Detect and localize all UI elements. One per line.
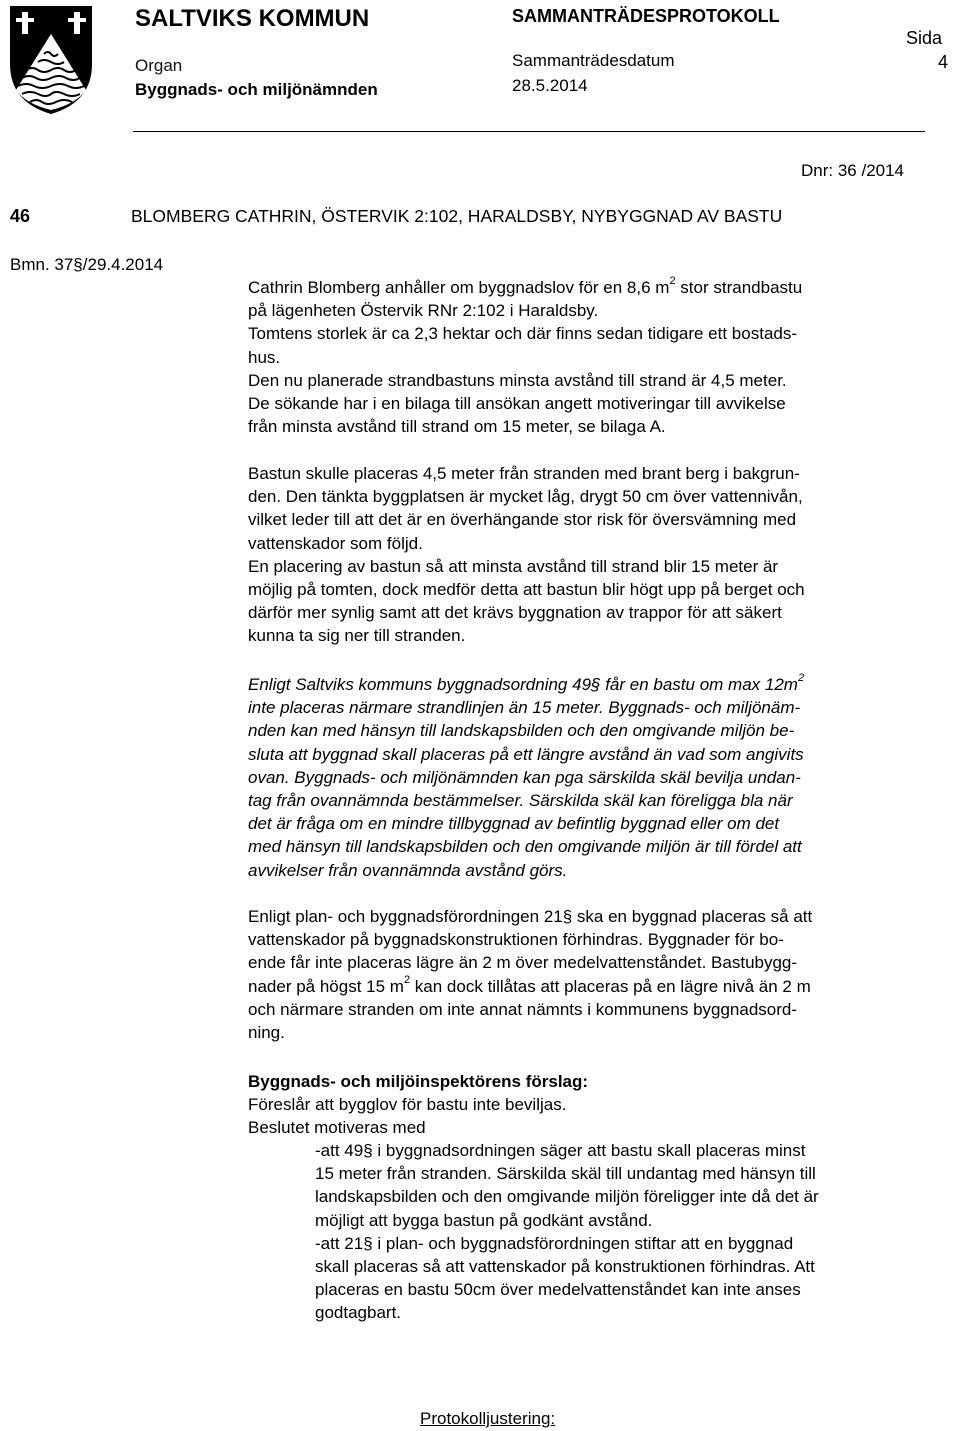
text-line: -att 21§ i plan- och byggnadsförordningen stiftar att en byggnad (315, 1233, 794, 1253)
text-line: på lägenheten Östervik RNr 2:102 i Haraldsby. (248, 301, 599, 321)
section-title: BLOMBERG CATHRIN, ÖSTERVIK 2:102, HARALDSBY, NYBYGGNAD AV BASTU (131, 206, 783, 226)
proposal-heading: Byggnads- och miljöinspektörens förslag: (248, 1072, 589, 1091)
superscript: 2 (797, 672, 805, 685)
text-line: möjligt att bygga bastun på godkänt avstånd. (315, 1210, 653, 1230)
text-line: -att 49§ i byggnadsordningen säger att bastu skall placeras minst (315, 1141, 806, 1160)
superscript: 2 (403, 973, 411, 986)
section-number: 46 (10, 206, 31, 226)
text-line: möjlig på tomten, dock medför detta att bastun blir högt upp på berget och (248, 580, 805, 600)
header-divider (133, 131, 925, 132)
text-line: landskapsbilden och den omgivande miljön föreligger inte då det är (315, 1187, 819, 1207)
municipal-coat-of-arms-icon (8, 4, 94, 116)
text-line: Tomtens storlek är ca 2,3 hektar och där finns sedan tidigare ett bostads- (248, 324, 798, 344)
text-line: En placering av bastun så att minsta avstånd till strand blir 15 meter är (248, 556, 779, 576)
text-line: placeras en bastu 50cm över medelvattenståndet kan inte anses (315, 1280, 801, 1300)
meeting-date-label: Sammanträdesdatum (512, 51, 675, 70)
superscript: 2 (669, 275, 676, 288)
organ-value: Byggnads- och miljönämnden (135, 80, 378, 99)
text-line: hus. (248, 347, 281, 367)
previous-reference: Bmn. 37§/29.4.2014 (10, 255, 164, 274)
text-line: Den nu planerade strandbastuns minsta avstånd till strand är 4,5 meter. (248, 370, 787, 390)
paragraph-application (248, 276, 928, 438)
text-line: Bastun skulle placeras 4,5 meter från stranden med brant berg i bakgrun- (248, 464, 800, 483)
paragraph-building-ordinance (248, 673, 928, 882)
organ-label: Organ (135, 56, 183, 75)
text-line: sluta att byggnad skall placeras på ett längre avstånd än vad som angivits (248, 744, 804, 764)
text-line: Enligt Saltviks kommuns byggnadsordning 49§ får en bastu om max 12m (248, 675, 798, 694)
page-label: Sida (906, 28, 943, 48)
document-type: SAMMANTRÄDESPROTOKOLL (512, 6, 780, 26)
text-line: det är fråga om en mindre tillbyggnad av befintlig byggnad eller om det (248, 814, 780, 834)
municipality-name: SALTVIKS KOMMUN (135, 5, 370, 32)
text-line: Beslutet motiveras med (248, 1118, 426, 1138)
page-number: 4 (938, 52, 949, 72)
text-line: med hänsyn till landskapsbilden och den omgivande miljön är till fördel att (248, 837, 802, 857)
text-line: De sökande har i en bilaga till ansökan angett motiveringar till avvikelse (248, 394, 786, 414)
text-line: tag från ovannämnda bestämmelser. Särskilda skäl kan föreligga bla när (248, 791, 793, 811)
proposal-reasons (315, 1139, 925, 1325)
text-line: inte placeras närmare strandlinjen än 15 meter. Byggnads- och miljönäm- (248, 698, 801, 718)
text-line: vilket leder till att det är en överhängande stor risk för översvämning med (248, 510, 797, 530)
text-line: kunna ta sig ner till stranden. (248, 626, 466, 646)
text-line: nader på högst 15 m (248, 976, 404, 996)
text-line: skall placeras så att vattenskador på konstruktionen förhindras. Att (315, 1257, 815, 1277)
text-line: ovan. Byggnads- och miljönämnden kan pga särskilda skäl bevilja undan- (248, 767, 801, 787)
text-line: kan dock tillåtas att placeras på en lägre nivå än 2 m (410, 976, 811, 996)
text-line: godtagbart. (315, 1303, 402, 1323)
text-line: nden kan med hänsyn till landskapsbilden och den omgivande miljön be- (248, 721, 795, 741)
text-line: vattenskador på byggnadskonstruktionen förhindras. Byggnader för bo- (248, 930, 784, 950)
paragraph-building-regulation (248, 905, 928, 1044)
proposal-section (248, 1070, 928, 1140)
paragraph-motivation (248, 462, 928, 648)
text-line: vattenskador som följd. (248, 533, 423, 553)
text-line: och närmare stranden om inte annat nämnts i kommunens byggnadsord- (248, 999, 798, 1019)
text-line: från minsta avstånd till strand om 15 meter, se bilaga A. (248, 417, 666, 437)
diary-number: Dnr: 36 /2014 (801, 161, 905, 180)
text-line: därför mer synlig samt att det krävs byggnation av trappor för att säkert (248, 603, 782, 623)
text-line: ning. (248, 1023, 285, 1043)
text-line: Föreslår att bygglov för bastu inte beviljas. (248, 1095, 567, 1115)
text-line: avvikelser från ovannämnda avstånd görs. (248, 860, 568, 880)
text-line: stor strandbastu (675, 278, 803, 297)
text-line: Cathrin Blomberg anhåller om byggnadslov för en 8,6 m (248, 278, 670, 297)
text-line: 15 meter från stranden. Särskilda skäl till undantag med hänsyn till (315, 1164, 816, 1184)
text-line: ende får inte placeras lägre än 2 m över medelvattenståndet. Bastubygg- (248, 953, 798, 973)
text-line: den. Den tänkta byggplatsen är mycket låg, drygt 50 cm över vattennivån, (248, 487, 803, 507)
meeting-date: 28.5.2014 (512, 76, 588, 95)
text-line: Enligt plan- och byggnadsförordningen 21§ ska en byggnad placeras så att (248, 907, 813, 926)
minutes-verification-label: Protokolljustering: (420, 1409, 556, 1428)
